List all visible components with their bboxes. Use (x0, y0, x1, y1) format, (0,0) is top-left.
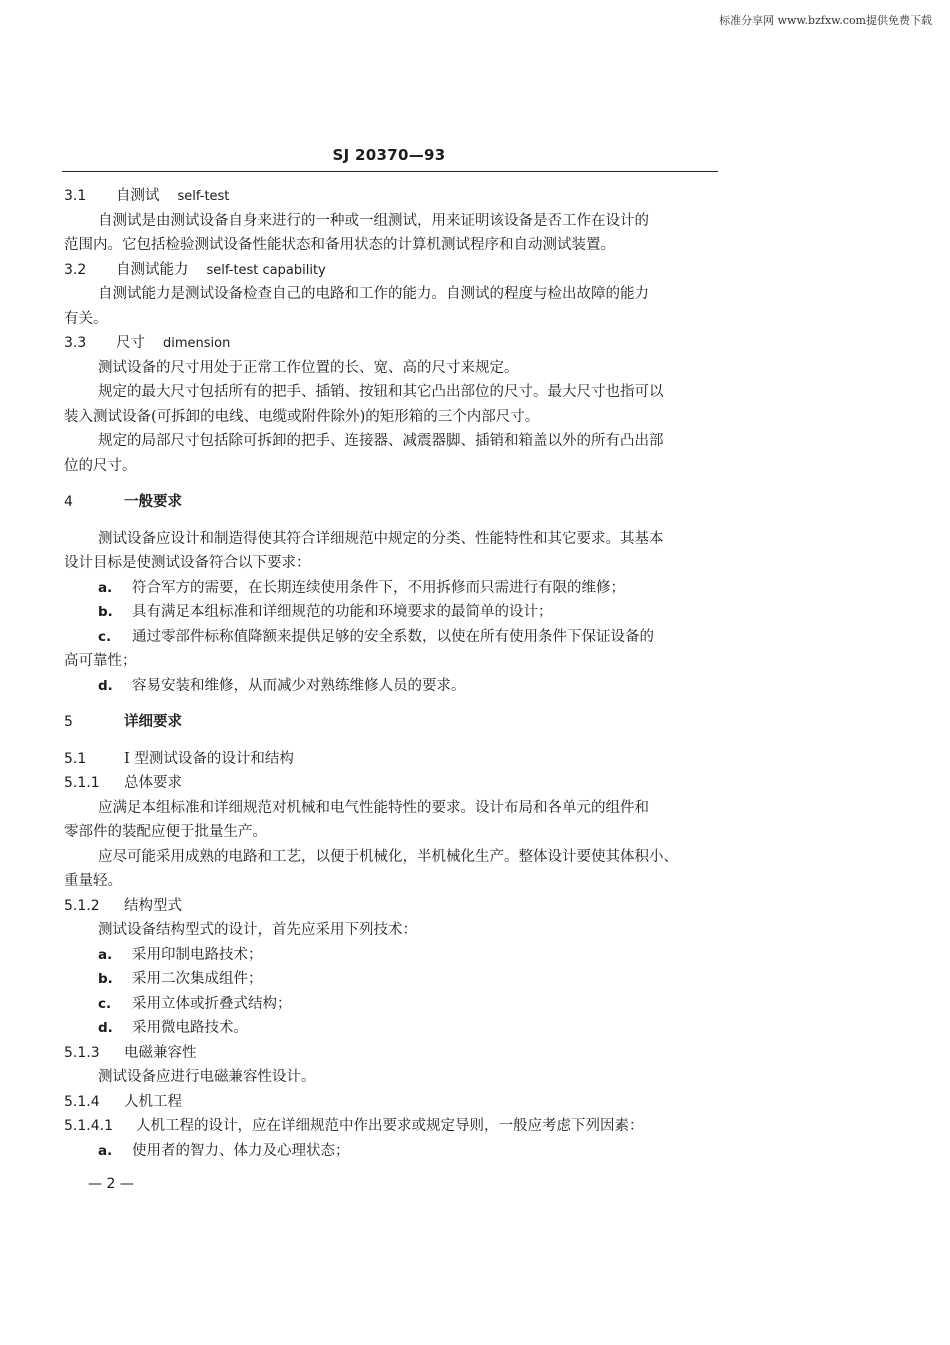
paragraph-line: 自测试能力是测试设备检查自己的电路和工作的能力。自测试的程度与检出故障的能力 (98, 286, 649, 302)
section-number: 3.1 (64, 188, 87, 204)
section-number: 5.1.4 (64, 1093, 100, 1110)
paragraph-line: 测试设备的尺寸用处于正常工作位置的长、宽、高的尺寸来规定。 (98, 359, 519, 376)
paragraph-line: 有关。 (64, 310, 108, 327)
section-5-1-3-heading (64, 1041, 724, 1066)
list-item-continuation: 高可靠性； (64, 653, 137, 669)
section-text: 人机工程的设计，应在详细规范中作出要求或规定导则，一般应考虑下列因素： (136, 1118, 644, 1134)
section-title: 一般要求 (124, 493, 182, 510)
list-item (64, 576, 724, 601)
document-number-header: SJ 20370—93 (332, 146, 446, 164)
section-number: 5.1 (64, 750, 87, 767)
list-item (64, 600, 724, 625)
section-5-heading (64, 710, 724, 735)
paragraph-line: 自测试是由测试设备自身来进行的一种或一组测试，用来证明该设备是否工作在设计的 (98, 212, 649, 229)
section-number: 5 (64, 714, 73, 730)
list-item-label: a. (98, 579, 113, 596)
list-item-label: a. (98, 1142, 113, 1159)
list-item-text: 容易安装和维修，从而减少对熟练维修人员的要求。 (132, 677, 466, 694)
section-title: 结构型式 (124, 897, 182, 914)
paragraph-line: 应尽可能采用成熟的电路和工艺，以便于机械化，半机械化生产。整体设计要使其体积小、 (98, 848, 678, 865)
section-5-1-4-heading (64, 1090, 724, 1115)
list-item (64, 625, 724, 650)
list-item (64, 1139, 724, 1164)
section-number: 3.3 (64, 335, 87, 351)
page-content (64, 184, 724, 1163)
list-item-label: a. (98, 946, 113, 963)
section-title: 详细要求 (124, 713, 182, 730)
list-item-label: c. (98, 628, 112, 645)
list-item-label: d. (98, 1020, 113, 1036)
list-item (64, 1016, 724, 1041)
section-number: 5.1.3 (64, 1044, 100, 1061)
section-title-en: dimension (163, 336, 231, 351)
section-title-en: self-test (177, 189, 230, 204)
section-title: 总体要求 (124, 775, 182, 791)
section-3-3-heading (64, 331, 724, 356)
paragraph-line: 测试设备应进行电磁兼容性设计。 (98, 1069, 316, 1085)
header-rule (62, 171, 718, 172)
section-4-heading (64, 490, 724, 515)
section-number: 5.1.1 (64, 775, 100, 791)
paragraph-line: 规定的最大尺寸包括所有的把手、插销、按钮和其它凸出部位的尺寸。最大尺寸也指可以 (98, 384, 664, 400)
section-title: 人机工程 (124, 1093, 182, 1110)
list-item-text: 通过零部件标称值降额来提供足够的安全系数，以使在所有使用条件下保证设备的 (132, 628, 654, 645)
list-item-label: c. (98, 995, 112, 1012)
list-item-label: b. (98, 971, 113, 987)
list-item-text: 使用者的智力、体力及心理状态； (132, 1142, 350, 1159)
section-number: 3.2 (64, 261, 87, 278)
paragraph-line: 测试设备结构型式的设计，首先应采用下列技术： (98, 922, 417, 938)
paragraph-line: 规定的局部尺寸包括除可拆卸的把手、连接器、减震器脚、插销和箱盖以外的所有凸出部 (98, 433, 664, 449)
paragraph-line: 装入测试设备(可拆卸的电线、电缆或附件除外)的矩形箱的三个内部尺寸。 (64, 408, 540, 425)
section-number: 5.1.4.1 (64, 1118, 113, 1134)
paragraph-line: 应满足本组标准和详细规范对机械和电气性能特性的要求。设计布局和各单元的组件和 (98, 799, 649, 816)
list-item-text: 采用微电路技术。 (132, 1020, 248, 1036)
section-title: I 型测试设备的设计和结构 (124, 750, 294, 767)
list-item-text: 具有满足本组标准和详细规范的功能和环境要求的最简单的设计； (132, 604, 553, 620)
list-item-label: d. (98, 677, 113, 694)
list-item-text: 符合军方的需要，在长期连续使用条件下，不用拆修而只需进行有限的维修； (132, 579, 625, 596)
list-item (64, 992, 724, 1017)
page-number: — 2 — (88, 1176, 134, 1192)
section-title-en: self-test capability (206, 262, 326, 278)
section-title: 尺寸 (116, 335, 145, 351)
paragraph-line: 位的尺寸。 (64, 457, 137, 474)
list-item (64, 674, 724, 699)
list-item (64, 943, 724, 968)
list-item-label: b. (98, 604, 113, 620)
paragraph-line: 范围内。它包括检验测试设备性能状态和备用状态的计算机测试程序和自动测试装置。 (64, 237, 615, 253)
section-5-1-4-1 (64, 1114, 724, 1139)
paragraph-line: 重量轻。 (64, 873, 122, 889)
watermark: 标准分享网 www.bzfxw.com提供免费下载 (719, 14, 932, 27)
section-5-1-2-heading (64, 894, 724, 919)
list-item-text: 采用立体或折叠式结构； (132, 995, 292, 1012)
section-5-1-heading (64, 747, 724, 772)
paragraph-line: 设计目标是使测试设备符合以下要求： (64, 555, 311, 571)
section-5-1-1-heading (64, 771, 724, 796)
paragraph-line: 零部件的装配应便于批量生产。 (64, 824, 267, 840)
section-3-2-heading (64, 258, 724, 283)
list-item-text: 采用二次集成组件； (132, 971, 263, 987)
list-item (64, 967, 724, 992)
section-title: 自测试能力 (116, 261, 189, 278)
list-item-text: 采用印制电路技术； (132, 946, 263, 963)
section-title: 电磁兼容性 (124, 1044, 197, 1061)
section-title: 自测试 (116, 188, 160, 204)
section-3-1-heading (64, 184, 724, 209)
paragraph-line: 测试设备应设计和制造得使其符合详细规范中规定的分类、性能特性和其它要求。其基本 (98, 530, 664, 547)
section-number: 4 (64, 494, 73, 510)
section-number: 5.1.2 (64, 897, 100, 914)
